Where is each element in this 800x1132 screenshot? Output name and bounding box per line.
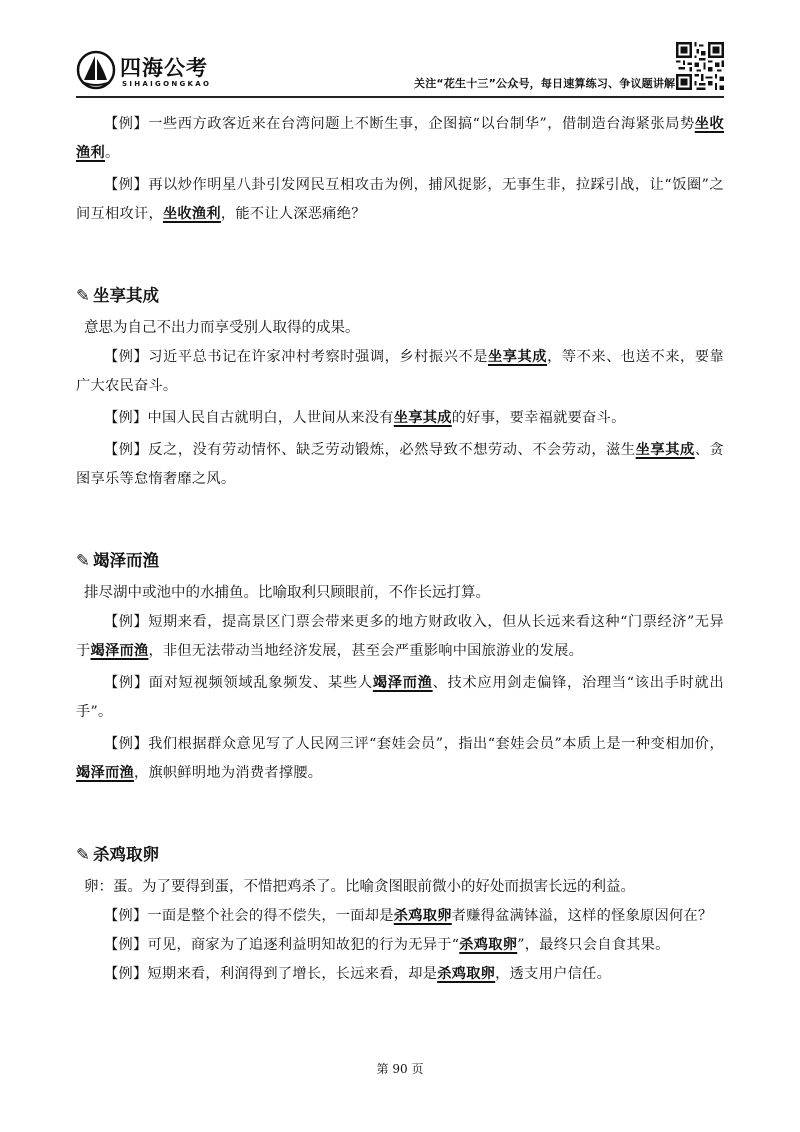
section-definition: 排尽湖中或池中的水捕鱼。比喻取利只顾眼前，不作长远打算。 — [84, 585, 490, 601]
example-paragraph: 【例】一面是整个社会的得不偿失，一面却是杀鸡取卵者赚得盆满钵溢，这样的怪象原因何在？ — [104, 908, 713, 924]
page-header — [0, 0, 800, 98]
idiom-keyword: 竭泽而渔 — [372, 675, 433, 691]
idiom-keyword: 坐享其成 — [635, 442, 695, 458]
page-number: 第 90 页 — [376, 1062, 424, 1076]
example-paragraph: 【例】面对短视频领域乱象频发、某些人竭泽而渔、技术应用剑走偏锋，治理当“该出手时就出手”。 — [76, 675, 724, 720]
example-paragraph: 【例】短期来看，提高景区门票会带来更多的地方财政收入，但从长远来看这种“门票经济”无异于竭泽而渔，非但无法带动当地经济发展，甚至会严重影响中国旅游业的发展。 — [76, 614, 724, 659]
example-paragraph: 【例】一些西方政客近来在台湾问题上不断生事，企图搞“以台制华”，借制造台海紧张局势坐收渔利。 — [76, 116, 725, 161]
section-title: ✎ 坐享其成 — [76, 281, 724, 311]
section-title: ✎ 竭泽而渔 — [76, 546, 724, 576]
example-paragraph: 【例】短期来看，利润得到了增长，长远来看，却是杀鸡取卵，透支用户信任。 — [104, 966, 612, 982]
section-definition: 意思为自己不出力而享受别人取得的成果。 — [84, 320, 360, 336]
example-paragraph: 【例】反之，没有劳动情怀、缺乏劳动锻炼，必然导致不想劳动、不会劳动，滋生坐享其成、贪图享乐等怠惰奢靡之风。 — [76, 442, 724, 487]
example-paragraph: 【例】中国人民自古就明白，人世间从来没有坐享其成的好事，要幸福就要奋斗。 — [104, 410, 626, 426]
section-definition: 卵：蛋。为了要得到蛋，不惜把鸡杀了。比喻贪图眼前微小的好处而损害长远的利益。 — [84, 879, 635, 895]
qr-code-icon — [676, 42, 724, 90]
idiom-keyword: 杀鸡取卵 — [437, 966, 496, 982]
brand-title: 四海公考 — [120, 56, 208, 80]
example-paragraph: 【例】再以炒作明星八卦引发网民互相攻击为例，捕风捉影，无事生非，拉踩引战，让“饭圈”之间互相攻讦，坐收渔利，能不让人深恶痛绝？ — [76, 177, 724, 222]
sail-logo-icon — [76, 50, 116, 90]
brand-logo — [76, 50, 236, 94]
idiom-keyword: 坐享其成 — [393, 410, 452, 426]
idiom-keyword: 杀鸡取卵 — [393, 908, 452, 924]
idiom-keyword: 坐收渔利 — [76, 116, 725, 161]
pencil-icon: ✎ — [76, 845, 90, 864]
document-body — [76, 110, 724, 989]
brand-subtitle: SIHAIGONGKAO — [122, 80, 212, 88]
pencil-icon: ✎ — [76, 551, 90, 570]
header-slogan: 关注“花生十三”公众号，每日速算练习、争议题讲解 — [414, 77, 676, 90]
pencil-icon: ✎ — [76, 286, 90, 305]
header-divider — [76, 96, 724, 98]
example-paragraph: 【例】可见，商家为了追逐利益明知故犯的行为无异于“杀鸡取卵”，最终只会自食其果。 — [104, 937, 670, 953]
idiom-keyword: 竭泽而渔 — [76, 765, 134, 781]
example-paragraph: 【例】习近平总书记在许家冲村考察时强调，乡村振兴不是坐享其成，等不来、也送不来，要靠广大农民奋斗。 — [76, 349, 724, 394]
section-title: ✎ 杀鸡取卵 — [76, 840, 724, 870]
idiom-keyword: 坐收渔利 — [162, 206, 221, 222]
example-paragraph: 【例】我们根据群众意见写了人民网三评“套娃会员”，指出“套娃会员”本质上是一种变相加价，竭泽而渔，旗帜鲜明地为消费者撑腰。 — [76, 736, 724, 781]
idiom-keyword: 坐享其成 — [487, 349, 548, 365]
idiom-keyword: 竭泽而渔 — [90, 643, 149, 659]
idiom-keyword: 杀鸡取卵 — [459, 937, 518, 953]
